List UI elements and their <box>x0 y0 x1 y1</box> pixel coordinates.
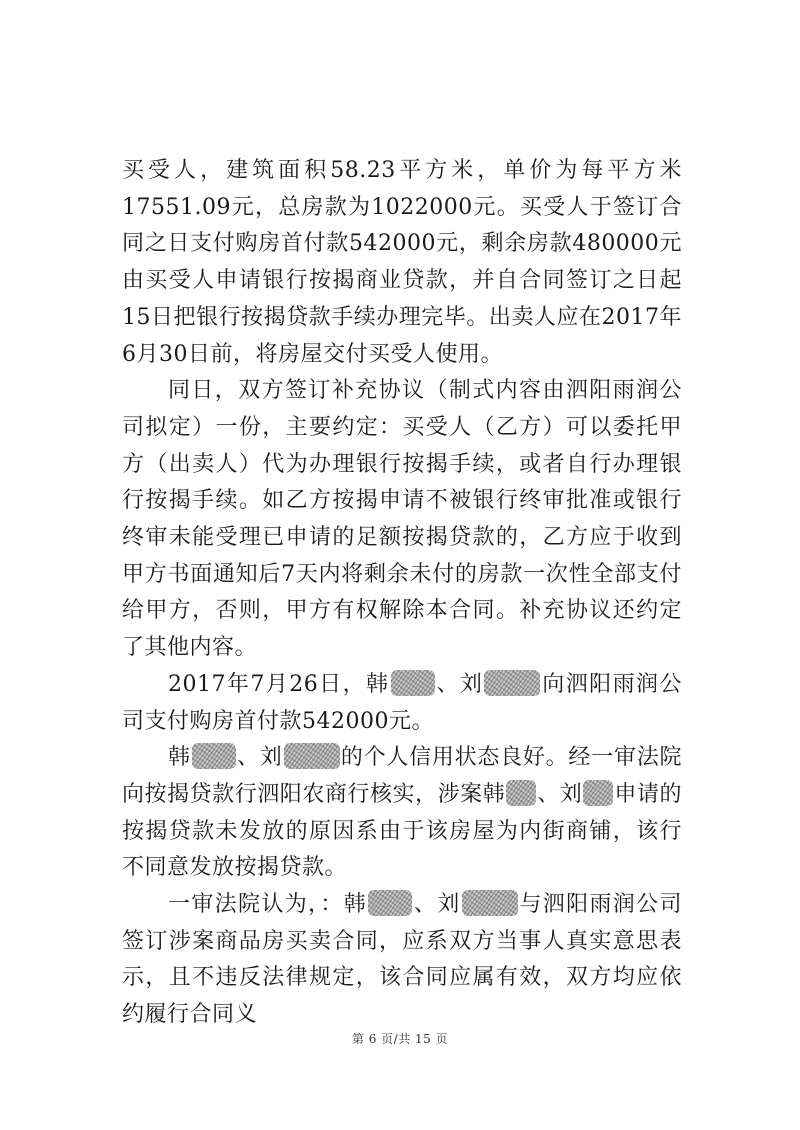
paragraph-p2 <box>122 373 682 667</box>
redacted-name-mark <box>462 890 518 916</box>
paragraph-text: 买受人，建筑面积58.23平方米，单价为每平方米17551.09元，总房款为1022000元。买受人于签订合同之日支付购房首付款542000元，剩余房款480000元由买受人申请银行按揭商业贷款，并自合同签订之日起15日把银行按揭贷款手续办理完毕。出卖人应在2017年6月30日前，将房屋交付买受人使用。 <box>122 158 682 367</box>
paragraph-text: 与泗阳雨润公司签订涉案商品房买卖合同，应系双方当事人真实意思表示，且不违反法律规定，该合同应属有效，双方均应依约履行合同义 <box>122 892 682 1028</box>
redacted-name-mark <box>506 780 536 806</box>
paragraph-p3 <box>122 667 682 740</box>
paragraph-text: 韩 <box>168 745 191 771</box>
paragraph-p5 <box>122 887 682 1034</box>
paragraph-text: 韩 <box>343 892 368 918</box>
paragraph-text: 同日，双方签订补充协议（制式内容由泗阳雨润公司拟定）一份，主要约定：买受人（乙方）可以委托甲方（出卖人）代为办理银行按揭手续，或者自行办理银行按揭手续。如乙方按揭申请不被银行终审批准或银行终审未能受理已申请的足额按揭贷款的，乙方应于收到甲方书面通知后7天内将剩余未付的房款一次性全部支付给甲方，否则，甲方有权解除本合同。补充协议还约定了其他内容。 <box>122 378 682 661</box>
paragraph-text: 、刘 <box>435 671 484 697</box>
paragraph-text: 2017年7月26日，韩 <box>168 671 390 697</box>
redacted-name-mark <box>391 670 435 696</box>
document-body <box>122 153 682 1034</box>
paragraph-text: 、刘 <box>236 745 283 771</box>
paragraph-text: 一审法院认为，： <box>168 892 344 918</box>
paragraph-text: 向泗阳雨润公司支付购房首付款542000元。 <box>122 671 682 734</box>
paragraph-p4 <box>122 740 682 887</box>
paragraph-text: 的个人信用状态良好。经一审法院向按揭贷款行泗阳农商行核实，涉案韩 <box>122 745 682 807</box>
page-number-footer: 第 6 页/共 15 页 <box>351 1032 449 1046</box>
redacted-name-mark <box>192 743 236 769</box>
redacted-name-mark <box>284 743 340 769</box>
paragraph-p1 <box>122 153 682 373</box>
paragraph-text: 申请的按揭贷款未发放的原因系由于该房屋为内街商铺，该行不同意发放按揭贷款。 <box>122 781 682 881</box>
paragraph-text: 、刘 <box>413 892 461 918</box>
redacted-name-mark <box>583 780 613 806</box>
redacted-name-mark <box>368 890 412 916</box>
paragraph-text: 、刘 <box>537 781 583 807</box>
redacted-name-mark <box>484 670 540 696</box>
